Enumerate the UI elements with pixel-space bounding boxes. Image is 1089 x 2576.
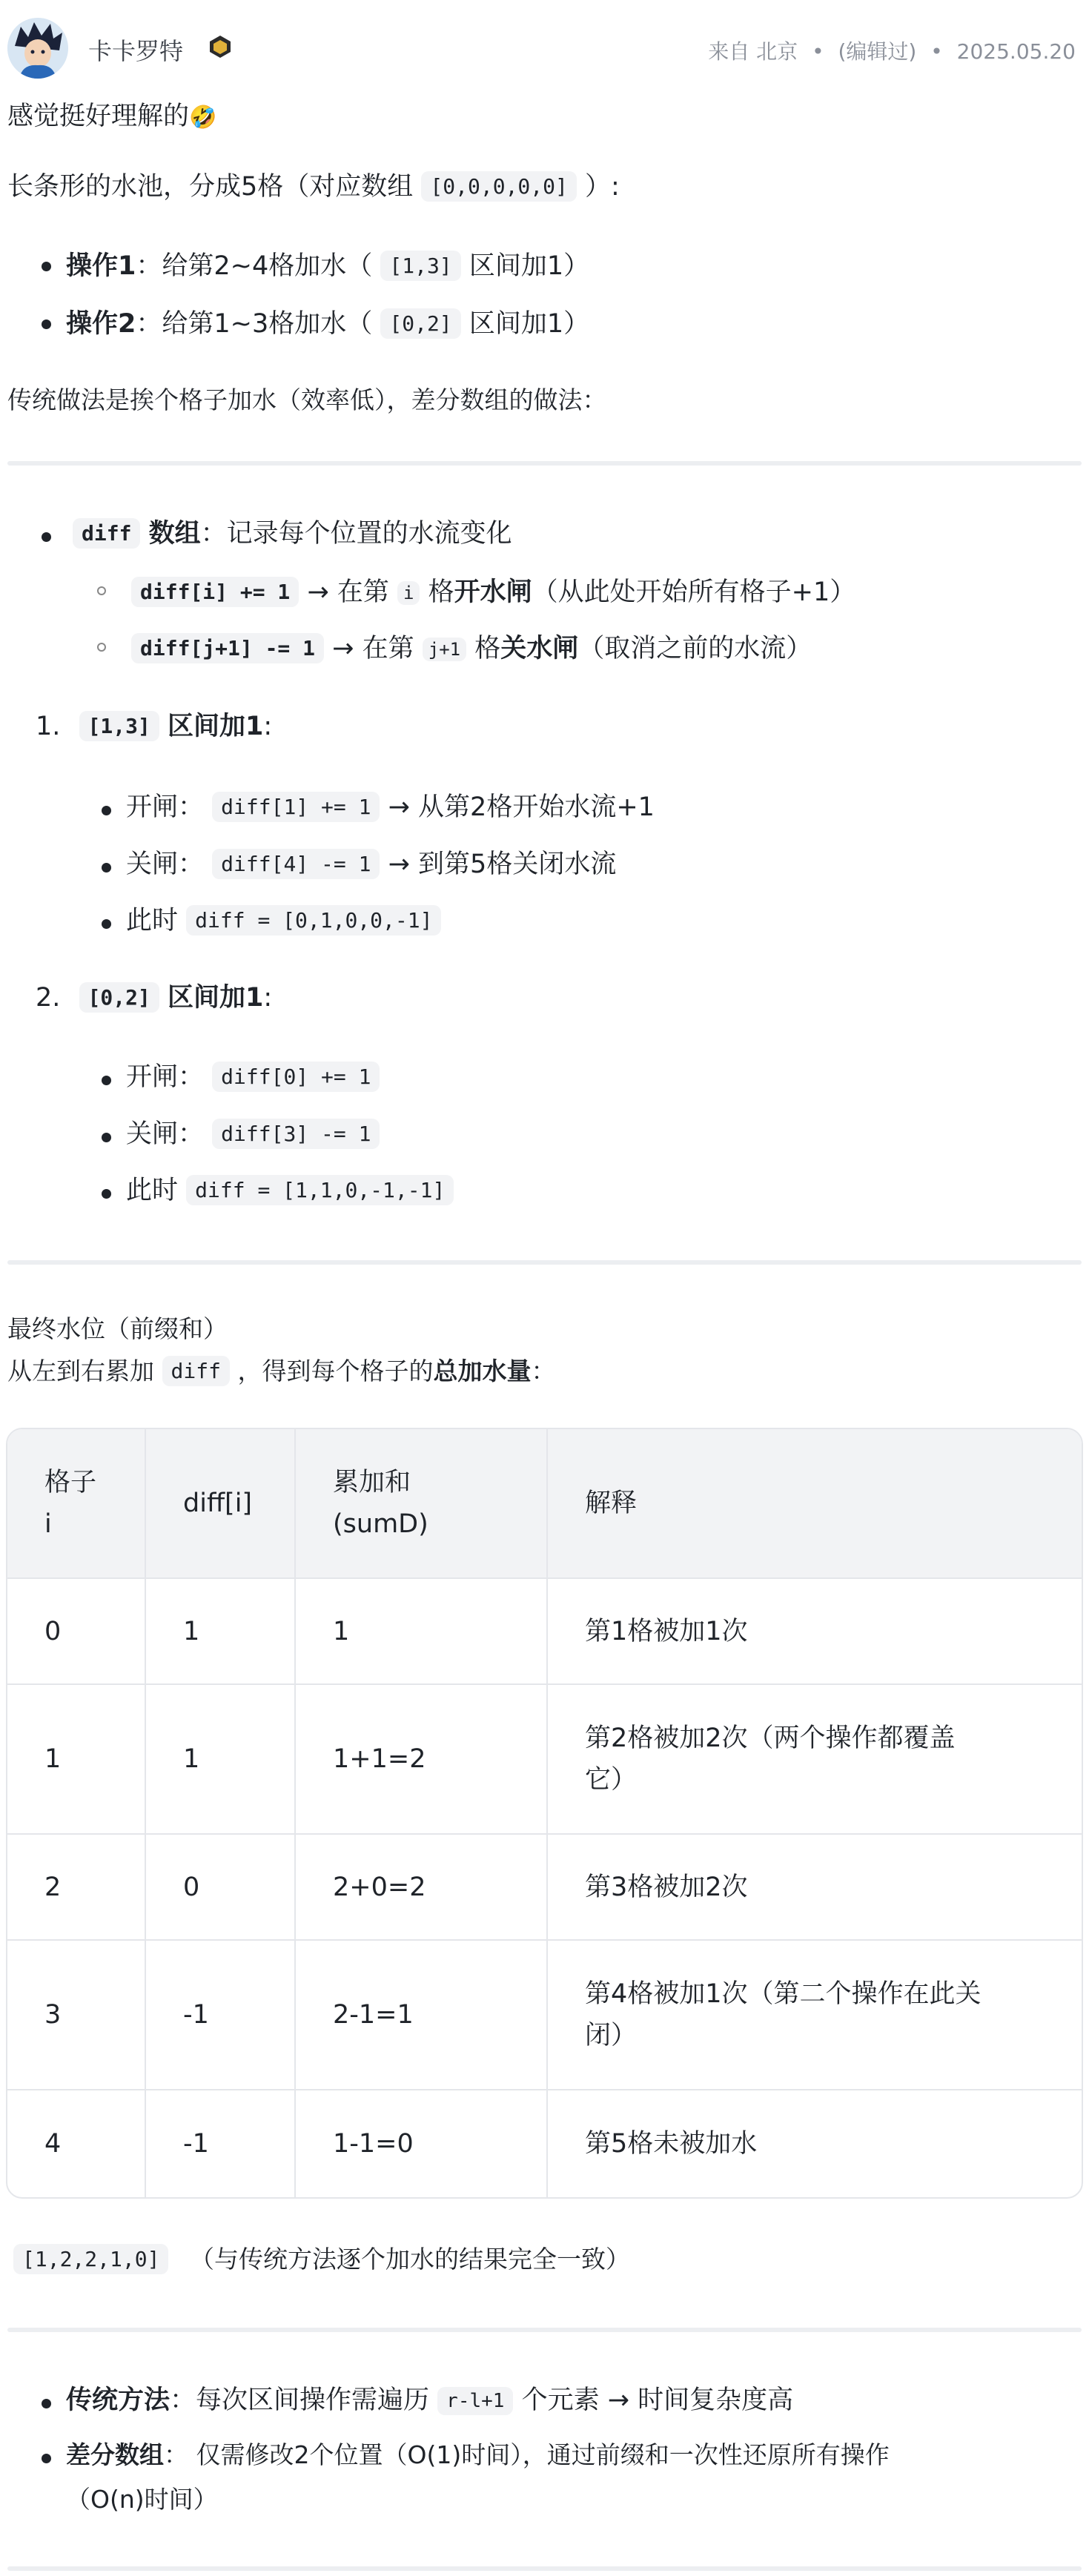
table-row: 2 0 2+0=2 第3格被加2次: [7, 1835, 1082, 1941]
prefix-sum-table: [6, 1428, 1083, 2199]
result-line: [1,2,2,1,0] （与传统方法逐个加水的结果完全一致）: [13, 2239, 630, 2280]
bullet-icon: [102, 1189, 111, 1199]
summary-traditional: 传统方法：每次区间操作需遍历 r-l+1 个元素 → 时间复杂度高: [66, 2385, 794, 2415]
step-1-item-1: 开闸： diff[1] += 1 → 从第2格开始水流+1: [126, 792, 655, 822]
intro-line-2: 长条形的水池，分成5格（对应数组 [0,0,0,0,0] ）:: [7, 172, 620, 202]
location: 来自 北京: [708, 39, 798, 64]
inline-code: [0,0,0,0,0]: [421, 171, 576, 202]
bullet-icon: [42, 532, 51, 542]
bullet-icon: [102, 806, 111, 815]
bullet-icon: [42, 2399, 51, 2408]
diff-close-rule: diff[j+1] -= 1 → 在第 j+1 格关水闸（取消之前的水流）: [131, 628, 812, 670]
bullet-icon: [102, 1076, 111, 1085]
op-item-1: 操作1：给第2~4格加水（ [1,3] 区间加1）: [66, 251, 590, 281]
bullet-icon: [42, 319, 51, 329]
step-2-item-1: 开闸： diff[0] += 1: [126, 1056, 380, 1098]
laugh-emoji-icon: 🤣: [189, 105, 217, 130]
step-2-item-2: 关闸： diff[3] -= 1: [126, 1113, 380, 1155]
table-row: 3 -1 2-1=1 第4格被加1次（第二个操作在此关 闭）: [7, 1941, 1082, 2090]
table-row: 0 1 1 第1格被加1次: [7, 1579, 1082, 1685]
bullet-icon: [42, 262, 51, 271]
intro-line-1: 感觉挺好理解的🤣: [7, 102, 217, 131]
diff-definition: diff 数组：记录每个位置的水流变化: [73, 513, 512, 554]
divider: [7, 461, 1082, 466]
final-title: 最终水位（前缀和）: [7, 1314, 228, 1343]
sub-bullet-icon: [97, 586, 106, 595]
table-row: 4 -1 1-1=0 第5格未被加水: [7, 2090, 1082, 2197]
sub-bullet-icon: [97, 643, 106, 652]
col-header-cell: 格子 i: [7, 1429, 146, 1579]
step-2-item-3: 此时 diff = [1,1,0,-1,-1]: [126, 1170, 454, 1211]
final-desc: 从左到右累加 diff ，得到每个格子的总加水量：: [7, 1357, 556, 1385]
divider: [7, 1260, 1082, 1265]
bullet-icon: [102, 863, 111, 873]
col-header-diff: diff[i]: [146, 1429, 296, 1579]
bullet-icon: [102, 919, 111, 929]
col-header-explain: 解释: [548, 1429, 1082, 1579]
bullet-icon: [102, 1133, 111, 1142]
step-1-item-3: 此时 diff = [0,1,0,0,-1]: [126, 900, 441, 941]
level-badge-icon: [208, 34, 233, 59]
edited-label: (编辑过): [838, 39, 917, 64]
username[interactable]: 卡卡罗特: [88, 37, 184, 65]
summary-diff: 差分数组： 仅需修改2个位置（O(1)时间），通过前缀和一次性还原所有操作: [66, 2440, 890, 2469]
table-row: 1 1 1+1=2 第2格被加2次（两个操作都覆盖 它）: [7, 1685, 1082, 1835]
post-date: 2025.05.20: [956, 39, 1076, 64]
step-1-item-2: 关闸： diff[4] -= 1 → 到第5格关闭水流: [126, 850, 617, 879]
avatar-image: [7, 18, 68, 79]
summary-diff-line-2: （O(n)时间）: [66, 2485, 218, 2514]
divider: [7, 2328, 1082, 2332]
diff-open-rule: diff[i] += 1 → 在第 i 格开水闸（从此处开始所有格子+1）: [131, 572, 855, 614]
op-item-2: 操作2：给第1~3格加水（ [0,2] 区间加1）: [66, 309, 590, 339]
col-header-sum: 累加和 (sumD): [296, 1429, 548, 1579]
traditional-line: 传统做法是挨个格子加水（效率低），差分数组的做法：: [7, 385, 607, 414]
bullet-icon: [42, 2454, 51, 2463]
avatar[interactable]: [7, 18, 68, 79]
post-meta: 来自 北京 • (编辑过) • 2025.05.20: [708, 39, 1076, 64]
step-2-heading: 2. [0,2] 区间加1:: [36, 983, 273, 1013]
step-1-heading: 1. [1,3] 区间加1:: [36, 712, 273, 741]
divider: [7, 2566, 1082, 2571]
